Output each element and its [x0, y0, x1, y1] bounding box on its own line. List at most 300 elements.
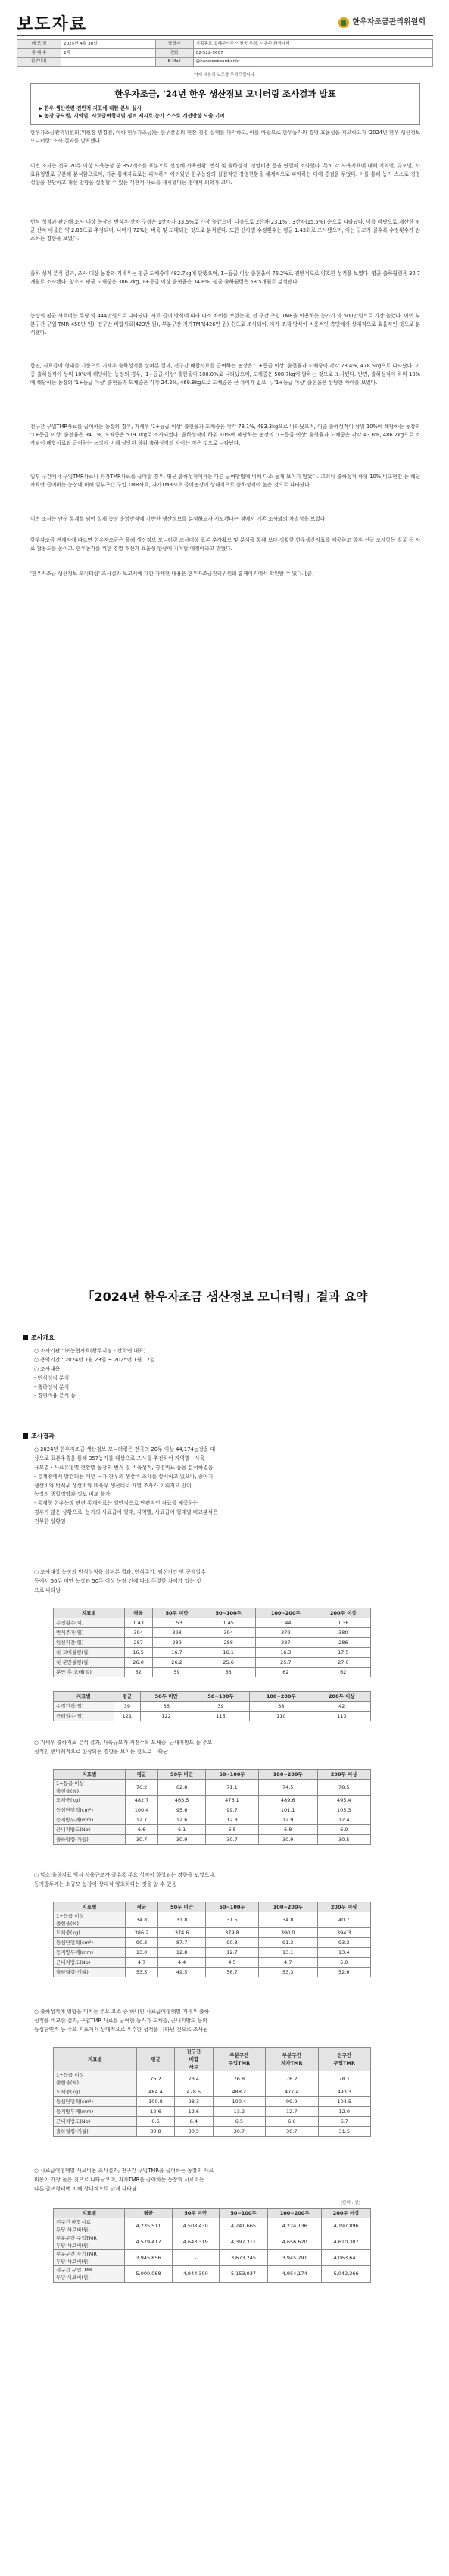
- table-cell: 5,153,037: [219, 2266, 267, 2282]
- table-cell: 6.4: [175, 2117, 214, 2127]
- table-cell: 4,954,174: [268, 2266, 322, 2282]
- table-cell: 62: [256, 1668, 316, 1677]
- column-header: 200두 이상: [322, 2209, 371, 2218]
- column-header: 100~200두: [256, 1608, 316, 1618]
- table-cell: 4,063,641: [322, 2250, 371, 2266]
- column-header: 100~200두: [258, 1902, 317, 1912]
- table-cell: 6.8: [258, 1825, 317, 1835]
- body-paragraph: 이번 조사는 전국 20두 이상 사육농장 중 357개소를 표본으로 선정해 사육현황, 번식 및 출하성적, 경영비용 등을 면밀히 조사했다. 특히 각 사육지표에 대해 지역별, 규모별, 사료유형별로 구분해 분석함으로써, 기존 통계자료로는 파악하기 어려웠던 한우농장의 실질적인 경영현황을 체계적으로 파악하는 데에 중점을 두었다. 이를 통해 농가 스스로 경영성향을 진단하고 개선 방향을 설정할 수 있는 객관적 자료를 제시했다는 점에서 의의가 크다.: [30, 163, 420, 186]
- table-cell: 4,643,319: [172, 2234, 219, 2250]
- row-label: 1+등급 이상 출현율(%): [54, 2071, 137, 2087]
- list-line: 규모별・사료유형별 현황별 농장의 번식 및 비육성적, 경영비표 등을 분석하였음: [34, 1464, 214, 1471]
- list-line: 생산비와 번식우 생산비와 비육우 생산비로 개별 조사가 이뤄지고 있어: [34, 1482, 192, 1489]
- table-cell: 40.7: [317, 1912, 371, 1928]
- document-title: 보도자료: [17, 15, 88, 34]
- column-header: 50두 미만: [158, 1902, 206, 1912]
- column-header: 50~100두: [219, 2209, 267, 2218]
- table-cell: 463.5: [158, 1796, 206, 1805]
- meta-row: [17, 40, 433, 49]
- table-cell: 90.3: [125, 1938, 157, 1948]
- results-list: [34, 1446, 428, 1527]
- table-cell: 63: [201, 1668, 256, 1677]
- table-cell: 488.2: [213, 2087, 265, 2097]
- row-label: 전구간 배합사료 두당 사료비(원): [54, 2218, 125, 2234]
- breeding-table: [53, 1608, 371, 1677]
- table-row: [54, 1638, 371, 1648]
- table-cell: 4.4: [158, 1958, 206, 1968]
- column-header: 200두 이상: [317, 1902, 371, 1912]
- list-line: ○ 조사기관 : ㈜농협사료(광주지점 - 산학연 대표): [34, 1348, 146, 1354]
- table-row: [54, 1618, 371, 1628]
- table-row: [54, 2097, 371, 2107]
- table-cell: 4,235,511: [125, 2218, 172, 2234]
- meta-value: [61, 58, 156, 67]
- table-cell: 93.3: [317, 1938, 371, 1948]
- table-cell: 495.4: [317, 1796, 371, 1805]
- row-label: 수정간격(일): [54, 1702, 114, 1712]
- table-cell: 26.0: [124, 1658, 152, 1668]
- list-line: 농장의 종합경영과 정보 비교 불가: [34, 1491, 111, 1498]
- meta-label: 첨부내용: [17, 58, 61, 67]
- row-label: 번식주기(일): [54, 1628, 125, 1638]
- table-cell: 380: [316, 1628, 370, 1638]
- column-header: 100~200두: [268, 2209, 322, 2218]
- table-cell: 13.2: [213, 2107, 265, 2117]
- table-cell: 38: [249, 1702, 313, 1712]
- table-cell: 4,241,665: [219, 2218, 267, 2234]
- table-cell: 12.6: [136, 2107, 174, 2117]
- table-cell: 76.2: [136, 2071, 174, 2087]
- table-cell: 12.9: [258, 1815, 317, 1825]
- table-cell: 16.5: [124, 1648, 152, 1658]
- table-cell: 4.5: [206, 1958, 259, 1968]
- column-header: 지표별: [54, 2209, 125, 2218]
- table-cell: 59: [152, 1668, 201, 1677]
- table-cell: 4,397,311: [219, 2234, 267, 2250]
- row-label: 근내지방도(No): [54, 1958, 126, 1968]
- table-cell: 12.6: [158, 1815, 206, 1825]
- table-row: [54, 1796, 371, 1805]
- table-cell: 4.7: [258, 1958, 317, 1968]
- table-cell: 3,945,291: [268, 2250, 322, 2266]
- column-header: 50두 미만: [141, 1692, 192, 1702]
- table-cell: 36: [141, 1702, 192, 1712]
- headline-bullet: ▶ 한우 생산관련 전반적 지표에 대한 분석 실시: [39, 105, 142, 111]
- column-header: 50~100두: [201, 1608, 256, 1618]
- list-line: ○ 조사대상 농장의 번식성적을 살펴본 결과, 번식주기, 임신기간 및 공태일수: [34, 1569, 206, 1575]
- table-cell: 13.4: [317, 1948, 371, 1958]
- table-cell: 62: [316, 1668, 370, 1677]
- list-line: 상으로 표본추출을 통해 357농가를 대상으로 조사를 추진하여 지역별・사육: [34, 1455, 205, 1462]
- hanwoo-logo-icon: [338, 17, 349, 28]
- table-cell: 71.1: [206, 1780, 259, 1796]
- table-cell: 6.1: [158, 1825, 206, 1835]
- row-label: 첫 교배월령(월): [54, 1648, 125, 1658]
- table-cell: 12.7: [206, 1948, 259, 1958]
- table-cell: 101.1: [258, 1805, 317, 1815]
- list-line: - 경영비용 분석 등: [34, 1393, 76, 1399]
- overview-list: [34, 1347, 428, 1401]
- list-line: ○ 출하성적에 영향을 미치는 주요 요소 중 하나인 사료급여형태별 거세우 출하: [34, 2009, 210, 2015]
- table-cell: 30.9: [258, 1835, 317, 1845]
- table-cell: 1.45: [201, 1618, 256, 1628]
- table-cell: 6.7: [318, 2117, 370, 2127]
- table-cell: 482.7: [125, 1796, 157, 1805]
- org-logo: [338, 17, 426, 29]
- release-note: 아래 내용의 보도를 부탁드립니다.: [194, 73, 256, 77]
- table-cell: 4,610,307: [322, 2234, 371, 2250]
- row-label: 부분구간 구입TMR 두당 사료비(원): [54, 2234, 125, 2250]
- table-row: [54, 1815, 371, 1825]
- table-row: [54, 1968, 371, 1977]
- row-label: 출하월령(개월): [54, 1968, 126, 1977]
- row-label: 등지방두께(mm): [54, 1815, 126, 1825]
- list-line: 성적인 반비례적으로 향상되는 경향을 보이는 것으로 나타남: [34, 1748, 169, 1755]
- table-cell: 25.6: [201, 1658, 256, 1668]
- table-cell: 30.5: [317, 1835, 371, 1845]
- table-cell: 398: [152, 1628, 201, 1638]
- table-cell: 477.4: [266, 2087, 318, 2097]
- cow-shipment-table: [53, 1902, 371, 1977]
- table-cell: 95.6: [158, 1805, 206, 1815]
- table-row: [54, 2107, 371, 2117]
- table-cell: 4.7: [125, 1958, 157, 1968]
- table-row: [54, 2234, 371, 2250]
- table-cell: 374.6: [158, 1928, 206, 1938]
- table-cell: 30.5: [175, 2127, 214, 2137]
- list-line: 전무한 상황임: [34, 1518, 66, 1525]
- table-cell: 52.6: [317, 1968, 371, 1977]
- table-cell: 30.9: [158, 1835, 206, 1845]
- table-cell: 12.6: [175, 2107, 214, 2117]
- headline-box: [30, 83, 420, 125]
- row-label: 부분구간 자가TMR 두당 사료비(원): [54, 2250, 125, 2266]
- meta-value: 2025년 4월 30일: [61, 40, 156, 49]
- table-row: [54, 1712, 371, 1721]
- table-cell: 78.5: [317, 1780, 371, 1796]
- table-cell: 74.5: [258, 1780, 317, 1796]
- table-cell: 26.2: [152, 1658, 201, 1668]
- table-cell: 12.7: [125, 1815, 157, 1825]
- list-line: 등지방두께는 소규모 농장이 상대적 양호하다는 것을 알 수 있음: [34, 1880, 176, 1887]
- org-name: 한우자조금관리위원회: [352, 18, 426, 27]
- table-row: [54, 1658, 371, 1668]
- meta-value: @hanwooboard.or.kr: [193, 58, 432, 67]
- table-cell: 91.3: [258, 1938, 317, 1948]
- list-line: 성적을 비교한 결과, 구입TMR 사료를 급여한 농가가 도체중, 근내지방도 등의: [34, 2017, 207, 2024]
- table-cell: 12.8: [158, 1948, 206, 1958]
- table-cell: 113: [313, 1712, 370, 1721]
- table-cell: 100.8: [136, 2097, 174, 2107]
- table-row: [54, 1958, 371, 1968]
- row-label: 출하월령(개월): [54, 1835, 126, 1845]
- row-label: 분만 후 교배(일): [54, 1668, 125, 1677]
- table-cell: 4,656,620: [268, 2234, 322, 2250]
- table-cell: 76.2: [266, 2071, 318, 2087]
- table-unit: (단위 : 원): [341, 2201, 361, 2206]
- table-cell: 76.2: [125, 1780, 157, 1796]
- list-line: ○ 용역기간 : 2024년 7월 23일 ~ 2025년 1월 17일: [34, 1356, 155, 1363]
- table-cell: 1.36: [316, 1618, 370, 1628]
- document-header: [17, 11, 433, 36]
- table-cell: 12.4: [317, 1815, 371, 1825]
- table3-intro: [34, 1871, 428, 1890]
- column-header: 50두 미만: [172, 2209, 219, 2218]
- table-cell: 13.0: [125, 1948, 157, 1958]
- meta-value: 2매: [61, 48, 156, 58]
- table-header-row: [54, 2048, 371, 2071]
- table-cell: 5,000,068: [125, 2266, 172, 2282]
- meta-label: 배 포 일: [17, 40, 61, 49]
- table-row: [54, 1805, 371, 1815]
- table-cell: 110: [249, 1712, 313, 1721]
- table-cell: 49.5: [158, 1968, 206, 1977]
- table-row: [54, 2087, 371, 2097]
- table-cell: 5,042,366: [322, 2266, 371, 2282]
- list-line: ○ 거세우 출하지표 분석 결과, 사육규모가 커진수록 도체중, 근내지방도 등 주요: [34, 1740, 213, 1746]
- list-line: 등에서 50두 미만 농장과 50두 이상 농장 간에 다소 뚜렷한 차이가 있는 것: [34, 1577, 201, 1584]
- table-cell: 76.8: [213, 2071, 265, 2087]
- table-cell: 3,673,245: [219, 2250, 267, 2266]
- table-cell: 27.0: [316, 1658, 370, 1668]
- table-row: [54, 1938, 371, 1948]
- list-line: 비용이 가장 높은 것으로 나타났으며, 자가TMR을 급여하는 농장의 사료비는: [34, 2176, 204, 2183]
- release-meta-table: [17, 39, 433, 67]
- column-header: 200두 이상: [316, 1608, 370, 1618]
- table-header-row: [54, 1770, 371, 1780]
- column-header: 지표별: [54, 1692, 114, 1702]
- table-cell: 30.7: [206, 1835, 259, 1845]
- table-cell: 379: [256, 1628, 316, 1638]
- table-cell: 6.5: [213, 2117, 265, 2127]
- body-paragraph: 한우자조금 관계자에 따르면 한우자조금은 올해 생산정보 모니터링 조사대상 표본 추가확보 및 분석을 통해 보다 정확한 한우생산지표를 제공하고 향후 신규 조사항목 발굴 등 자료 활용도를 높이고, 한우농가를 위한 경영 개선과 효율성 향상에 기여할 예정이라고 밝혔다.: [30, 537, 420, 552]
- table-cell: 62: [124, 1668, 152, 1677]
- table-cell: 478.5: [175, 2087, 214, 2097]
- table-cell: 394: [201, 1628, 256, 1638]
- table-cell: 62.8: [158, 1780, 206, 1796]
- table-cell: 53.5: [125, 1968, 157, 1977]
- row-label: 등지방두께(mm): [54, 1948, 126, 1958]
- column-header: 지표별: [54, 2048, 137, 2071]
- table-row: [54, 2266, 371, 2282]
- column-header: 지표별: [54, 1902, 126, 1912]
- table-cell: 104.5: [318, 2097, 370, 2107]
- table-cell: 287: [256, 1638, 316, 1648]
- row-label: 등심단면적(cm²): [54, 2097, 137, 2107]
- table-cell: 56.7: [206, 1968, 259, 1977]
- meta-label: 총 매 수: [17, 48, 61, 58]
- table-cell: 115: [192, 1712, 250, 1721]
- table-header-row: [54, 1692, 371, 1702]
- column-header: 평균: [124, 1608, 152, 1618]
- column-header: 평균: [136, 2048, 174, 2071]
- table-header-row: [54, 2209, 371, 2218]
- row-label: 등지방두께(mm): [54, 2107, 137, 2117]
- column-header: 전구간 배합 사료: [175, 2048, 214, 2071]
- headline-bullet: ▶ 농장 규모별, 지역별, 사료급여형태별 성적 제시로 농가 스스로 개선방향 도출 기여: [39, 113, 225, 120]
- meta-label: 담당자: [155, 40, 193, 49]
- table-cell: 99.7: [206, 1805, 259, 1815]
- table-cell: 90.3: [206, 1938, 259, 1948]
- table-cell: 16.7: [152, 1648, 201, 1658]
- row-label: 근내지방도(No): [54, 2117, 137, 2127]
- table-row: [54, 1628, 371, 1638]
- table-cell: 39: [114, 1702, 141, 1712]
- breeding-interval-table: [53, 1691, 371, 1721]
- list-line: 경우가 많은 상황으로, 농가의 사료급여 형태, 지역별, 사료급여 형태별 비교분석은: [34, 1509, 218, 1516]
- list-line: ○ 2024년 한우자조금 생산정보 모니터링은 전국의 20두 이상 44,174농장을 대: [34, 1446, 216, 1452]
- row-label: 임신기간(일): [54, 1638, 125, 1648]
- column-header: 부분구간 구입TMR: [213, 2048, 265, 2071]
- column-header: 50~100두: [206, 1902, 259, 1912]
- table-cell: 5.0: [317, 1958, 371, 1968]
- column-header: 100~200두: [249, 1692, 313, 1702]
- column-header: 50두 미만: [152, 1608, 201, 1618]
- row-label: 도체중(kg): [54, 1928, 126, 1938]
- table-cell: 484.4: [136, 2087, 174, 2097]
- table-cell: 99.9: [266, 2097, 318, 2107]
- meta-value: 기획홍보 고혜준사무 이원웅 부장, 이종주 과장대리: [193, 40, 432, 49]
- table-row: [54, 1648, 371, 1658]
- table-cell: 4,508,430: [172, 2218, 219, 2234]
- table-cell: 6.6: [125, 1825, 157, 1835]
- row-label: 공태일수(일): [54, 1712, 114, 1721]
- table-cell: 73.4: [175, 2071, 214, 2087]
- table-cell: 1.44: [256, 1618, 316, 1628]
- table-cell: 4,224,136: [268, 2218, 322, 2234]
- table-cell: 386.2: [125, 1928, 157, 1938]
- meta-value: 02-522-5607: [193, 48, 432, 58]
- table-row: [54, 1825, 371, 1835]
- row-label: 등심단면적(cm²): [54, 1938, 126, 1948]
- table-cell: 12.7: [266, 2107, 318, 2117]
- table-cell: 53.3: [258, 1968, 317, 1977]
- table-cell: 13.1: [258, 1948, 317, 1958]
- table-cell: 30.8: [136, 2127, 174, 2137]
- table-cell: 288: [201, 1638, 256, 1648]
- column-header: 평균: [125, 1770, 157, 1780]
- table-cell: 30.7: [125, 1835, 157, 1845]
- column-header: 50~100두: [192, 1692, 250, 1702]
- table-cell: 1.43: [124, 1618, 152, 1628]
- table-header-row: [54, 1608, 371, 1618]
- meta-label: E-Mail: [155, 58, 193, 67]
- table-row: [54, 2071, 371, 2087]
- column-header: 전구간 구입TMR: [318, 2048, 370, 2071]
- table-cell: 6.5: [206, 1825, 259, 1835]
- table-cell: 25.7: [256, 1658, 316, 1668]
- table-cell: 6.6: [136, 2117, 174, 2127]
- table-cell: 42: [313, 1702, 370, 1712]
- column-header: 100~200두: [258, 1770, 317, 1780]
- list-line: 다른 급여형태에 비해 상대적으로 낮게 나타남: [34, 2185, 137, 2192]
- table-row: [54, 1948, 371, 1958]
- list-line: - 통계청에서 발간되는 매년 국가 한우의 생산비 조사를 상시하고 있으나, 송아지: [34, 1473, 214, 1480]
- body-paragraph: 한편, 사료급여 형태를 기준으로 거세우 출하성적을 살펴본 결과, 전구간 배합사료를 급여하는 농장은 '1+등급 이상' 출현율과 도체중이 각각 73.4%, 478.5kg으로 나타났다. 이중 출하성적이 상위 10%에 해당하는 농장의 경우, '1+등급 이상' 출현율이 100.0%로 나타났으며, 도체중은 508.7kg에 달하는 것으로 조사됐다. 반면, 출하성적이 하위 10%에 해당하는 농장의 '1+등급 이상' 출현율과 도체중은 각각 24.2%, 469.8kg으로 도체중은 큰 차이가 없으나, '1+등급 이상' 출현율은 상당한 차이를 보였다.: [30, 363, 420, 386]
- table-cell: 16.1: [201, 1648, 256, 1658]
- annex-title: 「2024년 한우자조금 생산정보 모니터링」결과 요약: [82, 1290, 368, 1304]
- list-line: - 출하성적 분석: [34, 1383, 70, 1390]
- row-label: 도체중(kg): [54, 2087, 137, 2097]
- table-row: [54, 1835, 371, 1845]
- column-header: 평균: [114, 1692, 141, 1702]
- table-cell: 34.8: [258, 1912, 317, 1928]
- table-cell: 16.3: [256, 1648, 316, 1658]
- table-cell: 489.6: [258, 1796, 317, 1805]
- column-header: 50두 미만: [158, 1770, 206, 1780]
- table-cell: 390.0: [258, 1928, 317, 1938]
- table-cell: 39: [192, 1702, 250, 1712]
- table-cell: 394.3: [317, 1928, 371, 1938]
- table-cell: 6.6: [266, 2117, 318, 2127]
- table-row: [54, 1668, 371, 1677]
- table-cell: 12.0: [318, 2107, 370, 2117]
- table-header-row: [54, 1902, 371, 1912]
- column-header: 200두 이상: [313, 1692, 370, 1702]
- table-cell: 6.9: [317, 1825, 371, 1835]
- headline-title: 한우자조금, '24년 한우 생산정보 모니터링 조사결과 발표: [114, 89, 336, 99]
- body-paragraph: 이번 조사는 단순 통계를 넘어 실제 농장 운영방식에 기반한 생산정보를 분석하고자 시도됐다는 점에서 기존 조사와의 차별성을 보였다.: [30, 516, 327, 522]
- list-line: ○ 사료급여형태별 사료비용 조사결과, 전구간 구입TMR을 급여하는 농장의 사료: [34, 2168, 214, 2174]
- table-cell: 379.8: [206, 1928, 259, 1938]
- table-cell: 30.7: [213, 2127, 265, 2137]
- list-line: 으로 나타남: [34, 1587, 61, 1593]
- table-cell: 1.53: [152, 1618, 201, 1628]
- table2-intro: [34, 1739, 428, 1757]
- table-cell: 87.7: [158, 1938, 206, 1948]
- column-header: 지표별: [54, 1608, 125, 1618]
- table-cell: 105.3: [317, 1805, 371, 1815]
- column-header: 평균: [125, 2209, 172, 2218]
- row-label: 근내지방도(No): [54, 1825, 126, 1835]
- meta-label: 전화: [155, 48, 193, 58]
- section-heading: 조사개요: [23, 1333, 55, 1343]
- table-cell: 17.5: [316, 1648, 370, 1658]
- meta-row: [17, 48, 433, 58]
- body-paragraph: 번식 성적과 관련해 조사 대상 농장의 번식우 산차 구성은 1산차가 33.5%로 가장 높았으며, 다음으로 2산차(23.1%), 3산차(15.5%) 순으로 나타났다. 이를 바탕으로 계산한 평균 산차 비율은 약 2.86으로 추정되며, 나머지 72%는 비육 및 도태되는 것으로 분석됐다. 또한 산차별 수정횟수는 평균 1.43회로 조사됐으며, 이는 규모가 클수록 수정횟수가 감소하는 경향을 보였다.: [30, 219, 420, 242]
- row-label: 도체중(kg): [54, 1796, 126, 1805]
- list-line: - 통계청 한우농장 관련 통계자료는 일반적으로 단편적인 자료를 제공하는: [34, 1500, 198, 1507]
- row-label: 1+등급 이상 출현율(%): [54, 1912, 126, 1928]
- table-cell: 476.1: [206, 1796, 259, 1805]
- list-line: ○ 암소 출하지표 역시 사육규모가 클수록 주요 성적이 향상되는 경향을 보였으나,: [34, 1872, 216, 1878]
- row-label: 첫 분만월령(월): [54, 1658, 125, 1668]
- table-cell: 493.3: [318, 2087, 370, 2097]
- table-cell: 12.8: [206, 1815, 259, 1825]
- table-cell: 4,197,896: [322, 2218, 371, 2234]
- row-label: 수정횟수(회): [54, 1618, 125, 1628]
- table-cell: 78.1: [318, 2071, 370, 2087]
- body-paragraph: 한우자조금관리위원회(위원장 민경천, 이하 한우자조금)는 한우산업의 현장 경영 실태를 파악하고, 이를 바탕으로 한우농가의 경영 효율성을 제고하고자 '2024년 한우 생산정보 모니터링' 조사 결과를 발표했다.: [30, 130, 420, 144]
- table-cell: 100.4: [213, 2097, 265, 2107]
- table-cell: 3,945,856: [125, 2250, 172, 2266]
- table-cell: 289: [152, 1638, 201, 1648]
- body-paragraph: 출하 성적 분석 결과, 조사 대상 농장의 거세우는 평균 도체중이 482.7kg에 달했으며, 1+등급 이상 출현율이 76.2%로 전반적으로 양호한 성적을 보였다. 평균 출하월령은 30.7개월로 조사됐다. 암소의 평균 도체중은 386.2kg, 1+등급 이상 출현율은 34.8%, 평균 출하월령은 53.5개월로 분석됐다.: [30, 270, 420, 285]
- list-line: ○ 조사내용: [34, 1365, 61, 1372]
- table-cell: 4,579,417: [125, 2234, 172, 2250]
- table-row: [54, 2127, 371, 2137]
- table-row: [54, 2117, 371, 2127]
- table-cell: -: [172, 2250, 219, 2266]
- table-row: [54, 2250, 371, 2266]
- table5-intro: [34, 2167, 428, 2194]
- column-header: 200두 이상: [317, 1770, 371, 1780]
- table-cell: 98.3: [175, 2097, 214, 2107]
- table-cell: 31.5: [206, 1912, 259, 1928]
- row-label: 전구간 구입TMR 두당 사료비(원): [54, 2266, 125, 2282]
- table-cell: 31.5: [318, 2127, 370, 2137]
- list-line: - 번식성적 분석: [34, 1374, 70, 1381]
